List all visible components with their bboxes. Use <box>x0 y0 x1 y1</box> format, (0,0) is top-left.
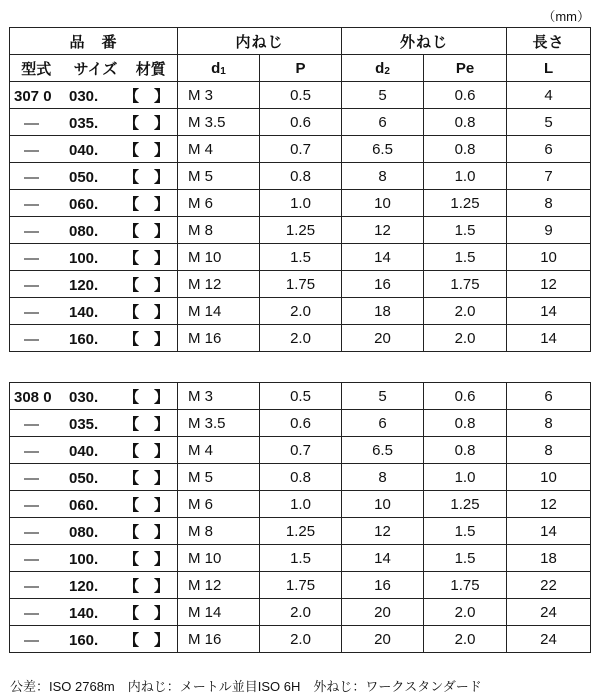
model-dash: — <box>24 195 39 213</box>
cell-p: 1.0 <box>260 190 342 217</box>
cell-p: 0.5 <box>260 82 342 109</box>
cell-p: 0.7 <box>260 437 342 464</box>
cell-l: 12 <box>507 271 591 298</box>
cell-l: 10 <box>507 244 591 271</box>
spec-table-307 <box>9 27 591 352</box>
size-code: 030. <box>69 388 99 406</box>
cell-p: 0.7 <box>260 136 342 163</box>
header-p: P <box>260 55 342 82</box>
size-code: 060. <box>69 496 99 514</box>
size-code: 160. <box>69 330 99 348</box>
header-code-columns <box>10 55 178 82</box>
cell-d2: 6.5 <box>342 437 424 464</box>
cell-pe: 2.0 <box>424 325 507 352</box>
cell-d2: 20 <box>342 325 424 352</box>
cell-d2: 8 <box>342 464 424 491</box>
table-row <box>10 163 591 190</box>
cell-pe: 1.75 <box>424 271 507 298</box>
cell-p: 0.6 <box>260 109 342 136</box>
table-row <box>10 437 591 464</box>
material-code: 【 】 <box>124 114 170 132</box>
material-code: 【 】 <box>124 249 170 267</box>
cell-pe: 1.5 <box>424 545 507 572</box>
cell-d1: M 6 <box>178 491 260 518</box>
cell-d1: M 16 <box>178 626 260 653</box>
model-dash: — <box>24 550 39 568</box>
table-row <box>10 82 591 109</box>
product-code <box>10 325 178 352</box>
table-row <box>10 325 591 352</box>
cell-p: 1.25 <box>260 518 342 545</box>
size-code: 050. <box>69 168 99 186</box>
cell-d2: 12 <box>342 518 424 545</box>
table-row <box>10 298 591 325</box>
model-dash: — <box>24 631 39 649</box>
cell-p: 1.5 <box>260 244 342 271</box>
size-code: 140. <box>69 303 99 321</box>
cell-d2: 6 <box>342 109 424 136</box>
cell-d1: M 6 <box>178 190 260 217</box>
model-dash: — <box>24 577 39 595</box>
cell-p: 1.25 <box>260 217 342 244</box>
cell-d1: M 14 <box>178 599 260 626</box>
cell-pe: 2.0 <box>424 599 507 626</box>
model-dash: — <box>24 141 39 159</box>
table-row <box>10 518 591 545</box>
model-dash: — <box>24 442 39 460</box>
size-code: 040. <box>69 141 99 159</box>
cell-p: 2.0 <box>260 325 342 352</box>
cell-l: 6 <box>507 383 591 410</box>
cell-pe: 1.25 <box>424 491 507 518</box>
cell-d1: M 10 <box>178 244 260 271</box>
table-row <box>10 383 591 410</box>
header-outer-thread: 外ねじ <box>342 28 507 55</box>
size-code: 035. <box>69 114 99 132</box>
cell-d2: 8 <box>342 163 424 190</box>
cell-d2: 14 <box>342 545 424 572</box>
product-code <box>10 244 178 271</box>
material-code: 【 】 <box>124 195 170 213</box>
unit-label: （mm） <box>542 9 590 24</box>
cell-pe: 1.0 <box>424 163 507 190</box>
model-dash: — <box>24 604 39 622</box>
model-dash: — <box>24 523 39 541</box>
cell-p: 2.0 <box>260 298 342 325</box>
cell-pe: 0.8 <box>424 410 507 437</box>
size-code: 060. <box>69 195 99 213</box>
table-row <box>10 410 591 437</box>
cell-d2: 20 <box>342 599 424 626</box>
model-dash: — <box>24 330 39 348</box>
cell-p: 2.0 <box>260 626 342 653</box>
cell-l: 9 <box>507 217 591 244</box>
table-row <box>10 545 591 572</box>
size-code: 120. <box>69 577 99 595</box>
size-code: 120. <box>69 276 99 294</box>
cell-d1: M 3 <box>178 383 260 410</box>
model-number: 308 0 <box>14 388 52 406</box>
material-code: 【 】 <box>124 276 170 294</box>
cell-d1: M 16 <box>178 325 260 352</box>
cell-p: 0.8 <box>260 464 342 491</box>
cell-l: 14 <box>507 298 591 325</box>
cell-pe: 0.6 <box>424 82 507 109</box>
size-code: 160. <box>69 631 99 649</box>
cell-l: 10 <box>507 464 591 491</box>
product-code <box>10 410 178 437</box>
product-code <box>10 217 178 244</box>
product-code <box>10 491 178 518</box>
table-row <box>10 244 591 271</box>
cell-d2: 12 <box>342 217 424 244</box>
cell-d2: 10 <box>342 190 424 217</box>
cell-d2: 16 <box>342 572 424 599</box>
table-row <box>10 271 591 298</box>
cell-l: 18 <box>507 545 591 572</box>
material-code: 【 】 <box>124 442 170 460</box>
material-code: 【 】 <box>124 523 170 541</box>
cell-d2: 5 <box>342 383 424 410</box>
material-code: 【 】 <box>124 496 170 514</box>
table-row <box>10 464 591 491</box>
product-code <box>10 190 178 217</box>
product-code <box>10 599 178 626</box>
material-code: 【 】 <box>124 303 170 321</box>
material-code: 【 】 <box>124 330 170 348</box>
model-dash: — <box>24 222 39 240</box>
cell-l: 14 <box>507 325 591 352</box>
size-code: 100. <box>69 249 99 267</box>
cell-d1: M 12 <box>178 572 260 599</box>
cell-d1: M 10 <box>178 545 260 572</box>
header-hinban: 品 番 <box>10 28 178 55</box>
header-inner-thread: 内ねじ <box>178 28 342 55</box>
material-code: 【 】 <box>124 577 170 595</box>
cell-d2: 5 <box>342 82 424 109</box>
cell-l: 22 <box>507 572 591 599</box>
product-code <box>10 545 178 572</box>
size-code: 080. <box>69 222 99 240</box>
model-dash: — <box>24 249 39 267</box>
cell-p: 0.8 <box>260 163 342 190</box>
cell-pe: 0.8 <box>424 136 507 163</box>
cell-d1: M 3.5 <box>178 109 260 136</box>
cell-d1: M 5 <box>178 464 260 491</box>
cell-d1: M 14 <box>178 298 260 325</box>
cell-d1: M 12 <box>178 271 260 298</box>
product-code <box>10 271 178 298</box>
header-l: L <box>507 55 591 82</box>
table-row <box>10 217 591 244</box>
cell-d2: 6.5 <box>342 136 424 163</box>
cell-l: 8 <box>507 410 591 437</box>
cell-pe: 1.0 <box>424 464 507 491</box>
cell-l: 24 <box>507 626 591 653</box>
size-code: 080. <box>69 523 99 541</box>
table-row <box>10 109 591 136</box>
cell-pe: 1.25 <box>424 190 507 217</box>
cell-pe: 2.0 <box>424 298 507 325</box>
table-row <box>10 190 591 217</box>
cell-d1: M 3.5 <box>178 410 260 437</box>
material-code: 【 】 <box>124 604 170 622</box>
cell-pe: 1.5 <box>424 518 507 545</box>
material-code: 【 】 <box>124 388 170 406</box>
cell-l: 5 <box>507 109 591 136</box>
cell-l: 4 <box>507 82 591 109</box>
cell-d2: 16 <box>342 271 424 298</box>
cell-l: 24 <box>507 599 591 626</box>
table-row <box>10 491 591 518</box>
size-code: 140. <box>69 604 99 622</box>
material-code: 【 】 <box>124 631 170 649</box>
material-code: 【 】 <box>124 550 170 568</box>
product-code <box>10 136 178 163</box>
model-dash: — <box>24 303 39 321</box>
model-dash: — <box>24 114 39 132</box>
model-dash: — <box>24 168 39 186</box>
material-code: 【 】 <box>124 469 170 487</box>
cell-d2: 14 <box>342 244 424 271</box>
size-code: 035. <box>69 415 99 433</box>
cell-d1: M 5 <box>178 163 260 190</box>
model-dash: — <box>24 415 39 433</box>
product-code <box>10 298 178 325</box>
cell-p: 1.0 <box>260 491 342 518</box>
cell-p: 1.5 <box>260 545 342 572</box>
table-row <box>10 599 591 626</box>
header-length: 長さ <box>507 28 591 55</box>
header-pe: Pe <box>424 55 507 82</box>
size-code: 040. <box>69 442 99 460</box>
cell-d1: M 8 <box>178 217 260 244</box>
header-size: サイズ <box>73 60 118 78</box>
model-dash: — <box>24 276 39 294</box>
cell-d2: 6 <box>342 410 424 437</box>
cell-l: 8 <box>507 437 591 464</box>
material-code: 【 】 <box>124 415 170 433</box>
model-dash: — <box>24 469 39 487</box>
product-code <box>10 626 178 653</box>
header-d1: $d_1$ <box>178 55 260 82</box>
cell-l: 12 <box>507 491 591 518</box>
cell-pe: 1.5 <box>424 217 507 244</box>
size-code: 100. <box>69 550 99 568</box>
product-code <box>10 82 178 109</box>
cell-d2: 10 <box>342 491 424 518</box>
product-code <box>10 383 178 410</box>
product-code <box>10 464 178 491</box>
cell-l: 8 <box>507 190 591 217</box>
header-model: 型式 <box>21 60 52 78</box>
spec-table-308 <box>9 382 591 653</box>
cell-d2: 20 <box>342 626 424 653</box>
header-material: 材質 <box>135 60 166 78</box>
product-code <box>10 109 178 136</box>
table-row <box>10 572 591 599</box>
material-code: 【 】 <box>124 222 170 240</box>
cell-p: 0.5 <box>260 383 342 410</box>
cell-pe: 0.8 <box>424 437 507 464</box>
cell-p: 0.6 <box>260 410 342 437</box>
header-d2: $d_2$ <box>342 55 424 82</box>
model-dash: — <box>24 496 39 514</box>
material-code: 【 】 <box>124 168 170 186</box>
cell-pe: 1.75 <box>424 572 507 599</box>
model-number: 307 0 <box>14 87 52 105</box>
cell-pe: 2.0 <box>424 626 507 653</box>
footnote: 公差：ISO 2768m 内ねじ：メートル並目ISO 6H 外ねじ：ワークスタンダード <box>10 679 482 694</box>
cell-p: 1.75 <box>260 271 342 298</box>
cell-pe: 0.8 <box>424 109 507 136</box>
size-code: 050. <box>69 469 99 487</box>
cell-p: 2.0 <box>260 599 342 626</box>
size-code: 030. <box>69 87 99 105</box>
cell-l: 7 <box>507 163 591 190</box>
cell-d1: M 4 <box>178 437 260 464</box>
material-code: 【 】 <box>124 87 170 105</box>
product-code <box>10 437 178 464</box>
cell-d1: M 4 <box>178 136 260 163</box>
cell-d1: M 3 <box>178 82 260 109</box>
product-code <box>10 163 178 190</box>
table-row <box>10 136 591 163</box>
cell-pe: 1.5 <box>424 244 507 271</box>
cell-l: 14 <box>507 518 591 545</box>
product-code <box>10 518 178 545</box>
cell-pe: 0.6 <box>424 383 507 410</box>
cell-p: 1.75 <box>260 572 342 599</box>
cell-d1: M 8 <box>178 518 260 545</box>
cell-d2: 18 <box>342 298 424 325</box>
cell-l: 6 <box>507 136 591 163</box>
material-code: 【 】 <box>124 141 170 159</box>
product-code <box>10 572 178 599</box>
table-row <box>10 626 591 653</box>
